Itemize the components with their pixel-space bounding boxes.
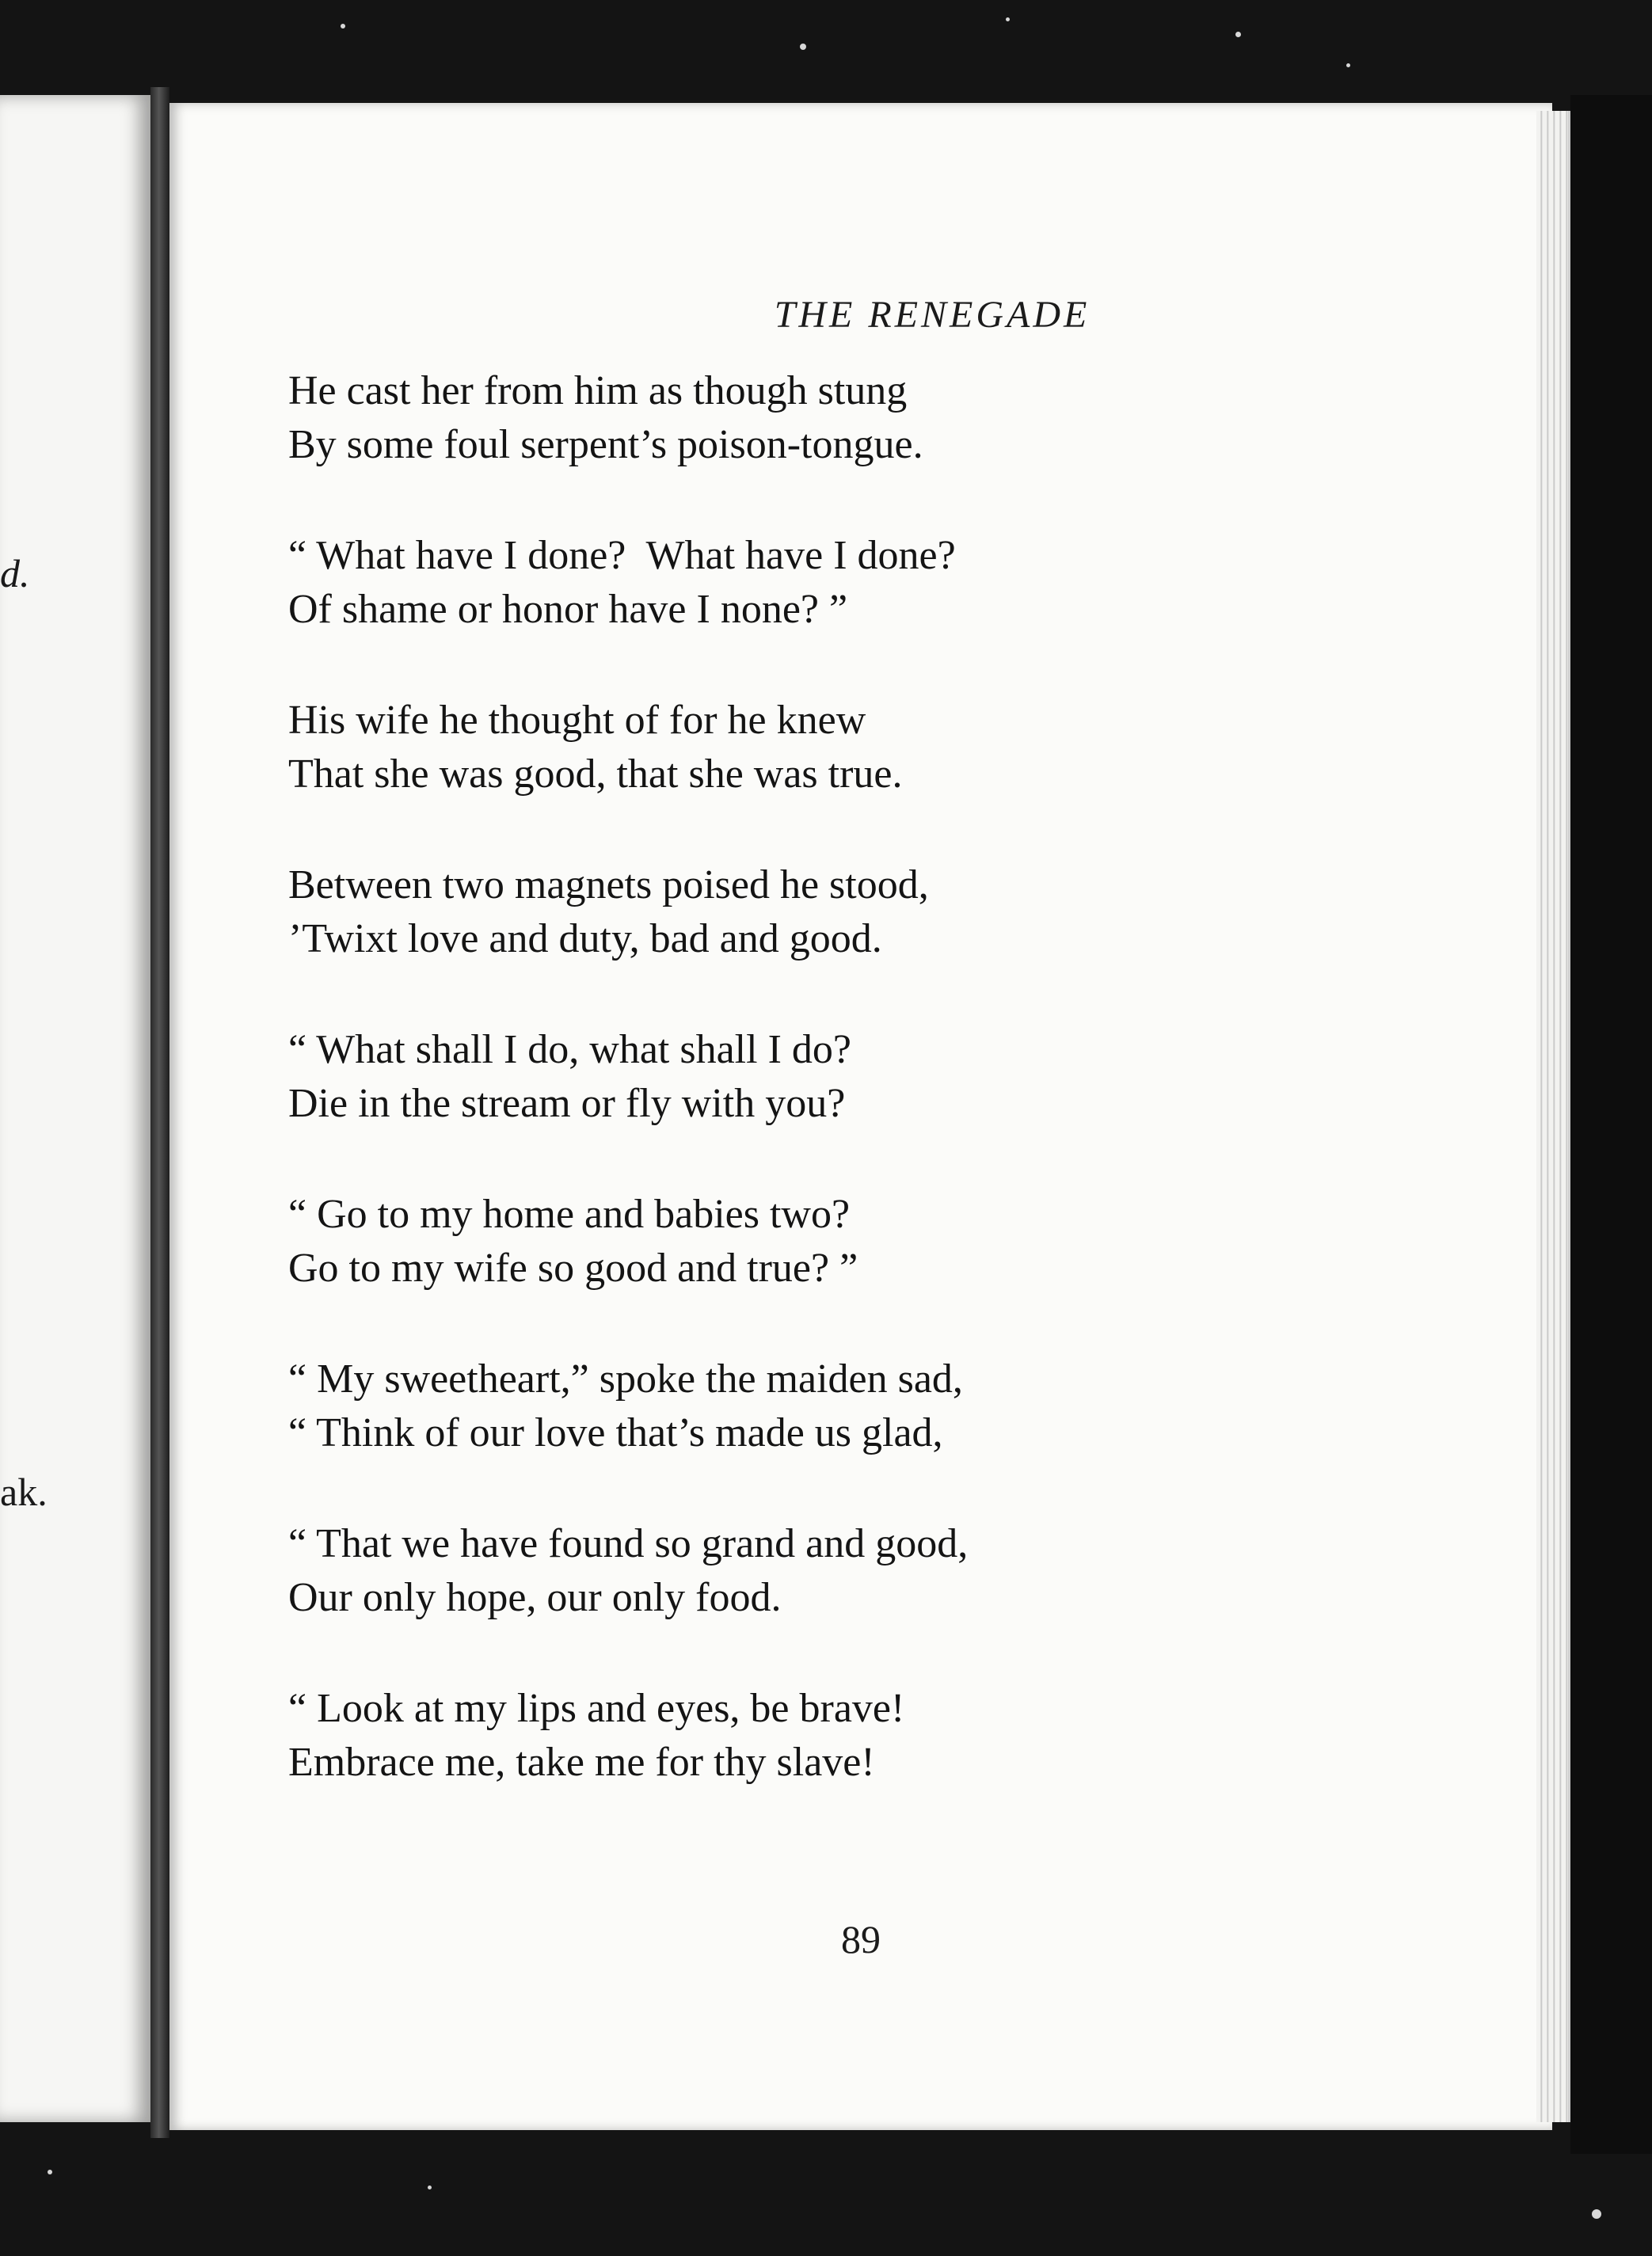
film-speck bbox=[1006, 17, 1010, 21]
stanza bbox=[288, 858, 1476, 966]
stanza bbox=[288, 694, 1476, 801]
film-speck bbox=[428, 2186, 432, 2189]
film-speck bbox=[1235, 32, 1241, 37]
stanza bbox=[288, 1352, 1476, 1460]
film-speck bbox=[48, 2170, 52, 2174]
previous-page-text-fragment: d. bbox=[0, 551, 30, 595]
poem-line: Embrace me, take me for thy slave! bbox=[288, 1740, 875, 1785]
film-border bbox=[1570, 95, 1652, 2154]
book-page bbox=[169, 103, 1552, 2130]
stanza bbox=[288, 529, 1476, 637]
poem-line: Die in the stream or fly with you? bbox=[288, 1081, 846, 1126]
poem-body bbox=[288, 364, 1476, 1790]
poem-line: ’Twixt love and duty, bad and good. bbox=[288, 916, 882, 961]
page-stack-edges bbox=[1536, 111, 1570, 2122]
poem-line: By some foul serpent’s poison-tongue. bbox=[288, 422, 923, 467]
poem-line: “ What shall I do, what shall I do? bbox=[288, 1027, 851, 1072]
page-number: 89 bbox=[841, 1917, 881, 1961]
poem-line: Our only hope, our only food. bbox=[288, 1575, 782, 1620]
poem-line: He cast her from him as though stung bbox=[288, 368, 908, 413]
poem-line: Go to my wife so good and true? ” bbox=[288, 1246, 858, 1291]
poem-line: “ Think of our love that’s made us glad, bbox=[288, 1410, 943, 1455]
stanza bbox=[288, 1188, 1476, 1295]
poem-line: “ Go to my home and babies two? bbox=[288, 1192, 851, 1237]
running-head: THE RENEGADE bbox=[774, 294, 1091, 336]
stanza bbox=[288, 1682, 1476, 1790]
poem-line: “ That we have found so grand and good, bbox=[288, 1521, 969, 1566]
film-speck bbox=[341, 24, 345, 29]
film-speck bbox=[1346, 63, 1350, 67]
poem-line: Of shame or honor have I none? ” bbox=[288, 587, 848, 632]
previous-page-fragment bbox=[0, 95, 150, 2122]
previous-page-text-fragment: ak. bbox=[0, 1470, 48, 1514]
film-speck bbox=[800, 44, 806, 50]
film-speck bbox=[1592, 2209, 1601, 2219]
poem-line: “ Look at my lips and eyes, be brave! bbox=[288, 1686, 905, 1731]
stanza bbox=[288, 1023, 1476, 1131]
poem-line: “ My sweetheart,” spoke the maiden sad, bbox=[288, 1356, 963, 1402]
book-gutter bbox=[150, 87, 169, 2138]
poem-line: His wife he thought of for he knew bbox=[288, 698, 866, 743]
poem-line: “ What have I done? What have I done? bbox=[288, 533, 956, 578]
stanza bbox=[288, 1517, 1476, 1625]
poem-line: That she was good, that she was true. bbox=[288, 751, 903, 797]
poem-line: Between two magnets poised he stood, bbox=[288, 862, 929, 907]
stanza bbox=[288, 364, 1476, 472]
